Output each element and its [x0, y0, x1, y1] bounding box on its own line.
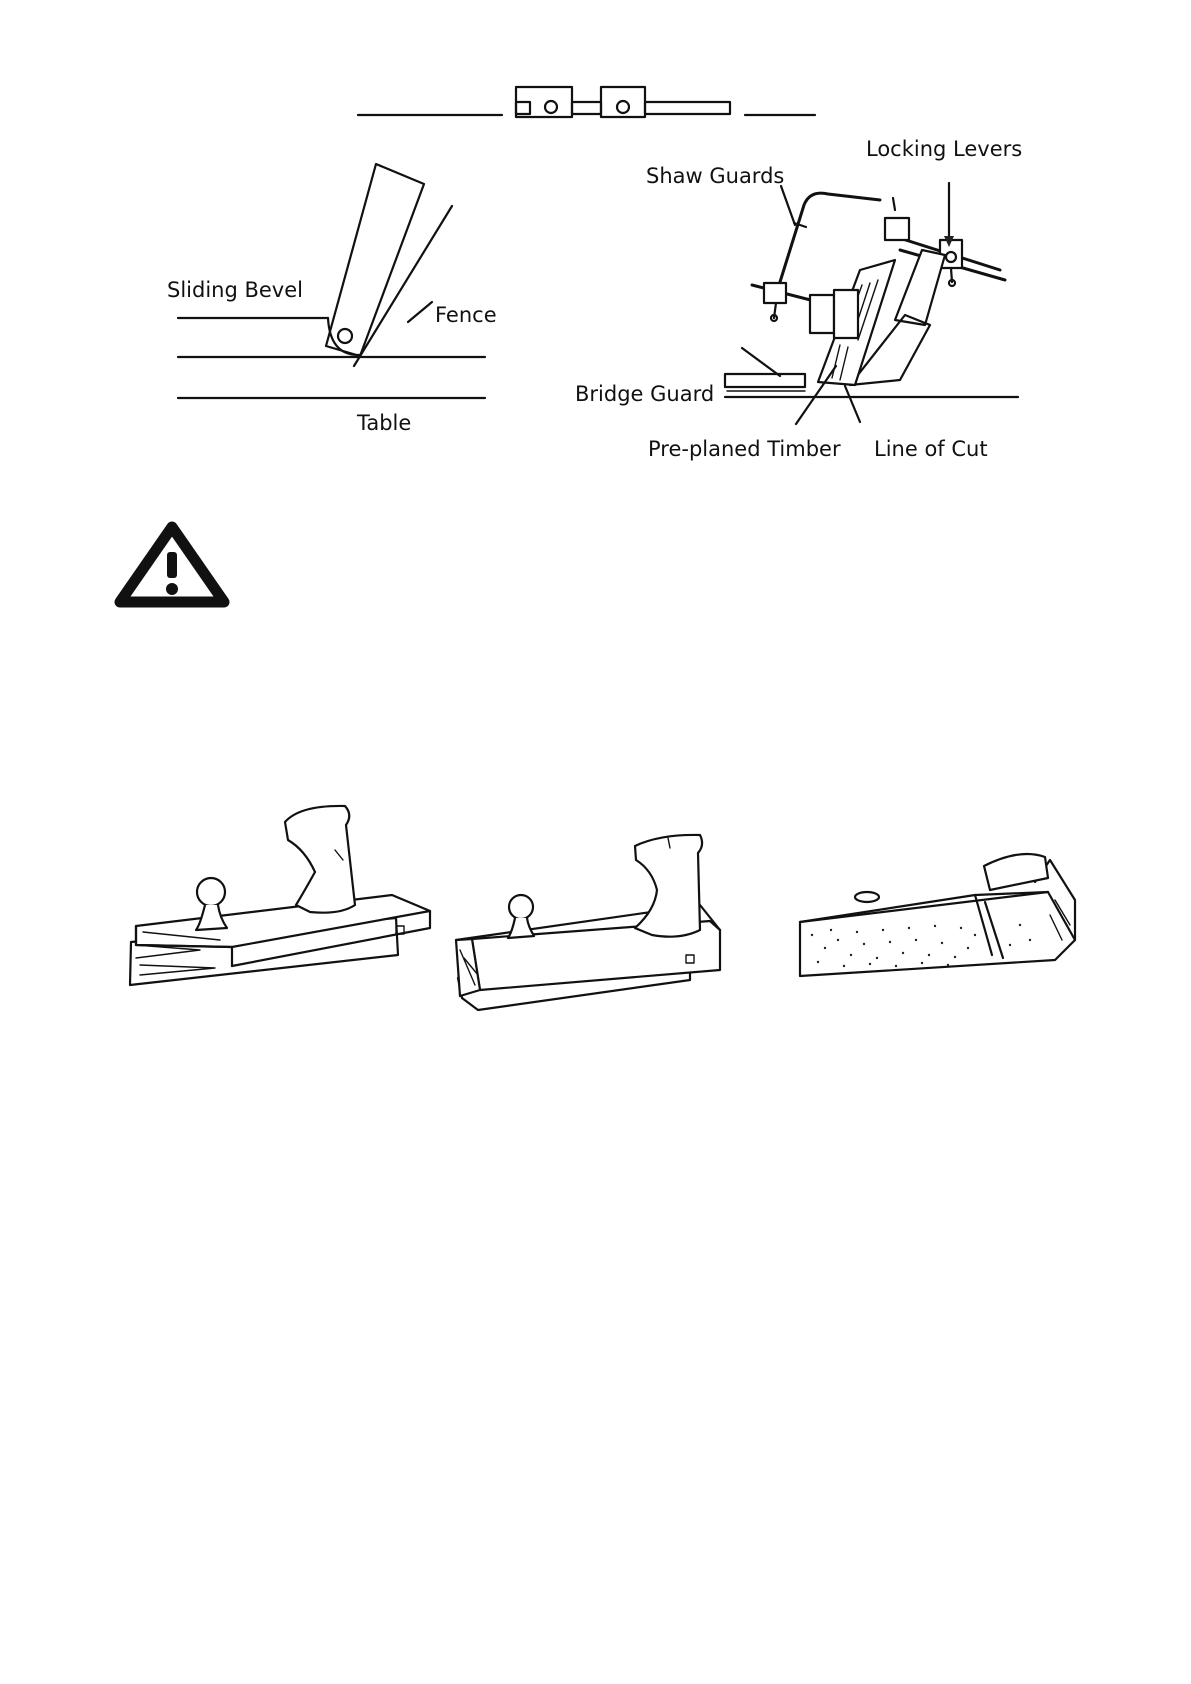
label-pre-planed-timber: Pre-planed Timber: [648, 437, 841, 461]
label-bridge-guard: Bridge Guard: [575, 382, 715, 406]
label-sliding-bevel: Sliding Bevel: [167, 278, 303, 302]
label-fence: Fence: [435, 303, 497, 327]
label-shaw-guards: Shaw Guards: [646, 164, 785, 188]
label-line-of-cut: Line of Cut: [874, 437, 988, 461]
push-block-icon: [130, 806, 430, 985]
push-stick-block-icon: [456, 835, 720, 1010]
label-table: Table: [357, 411, 412, 435]
abrasive-block-icon: [800, 854, 1075, 976]
label-locking-levers: Locking Levers: [866, 137, 1023, 161]
